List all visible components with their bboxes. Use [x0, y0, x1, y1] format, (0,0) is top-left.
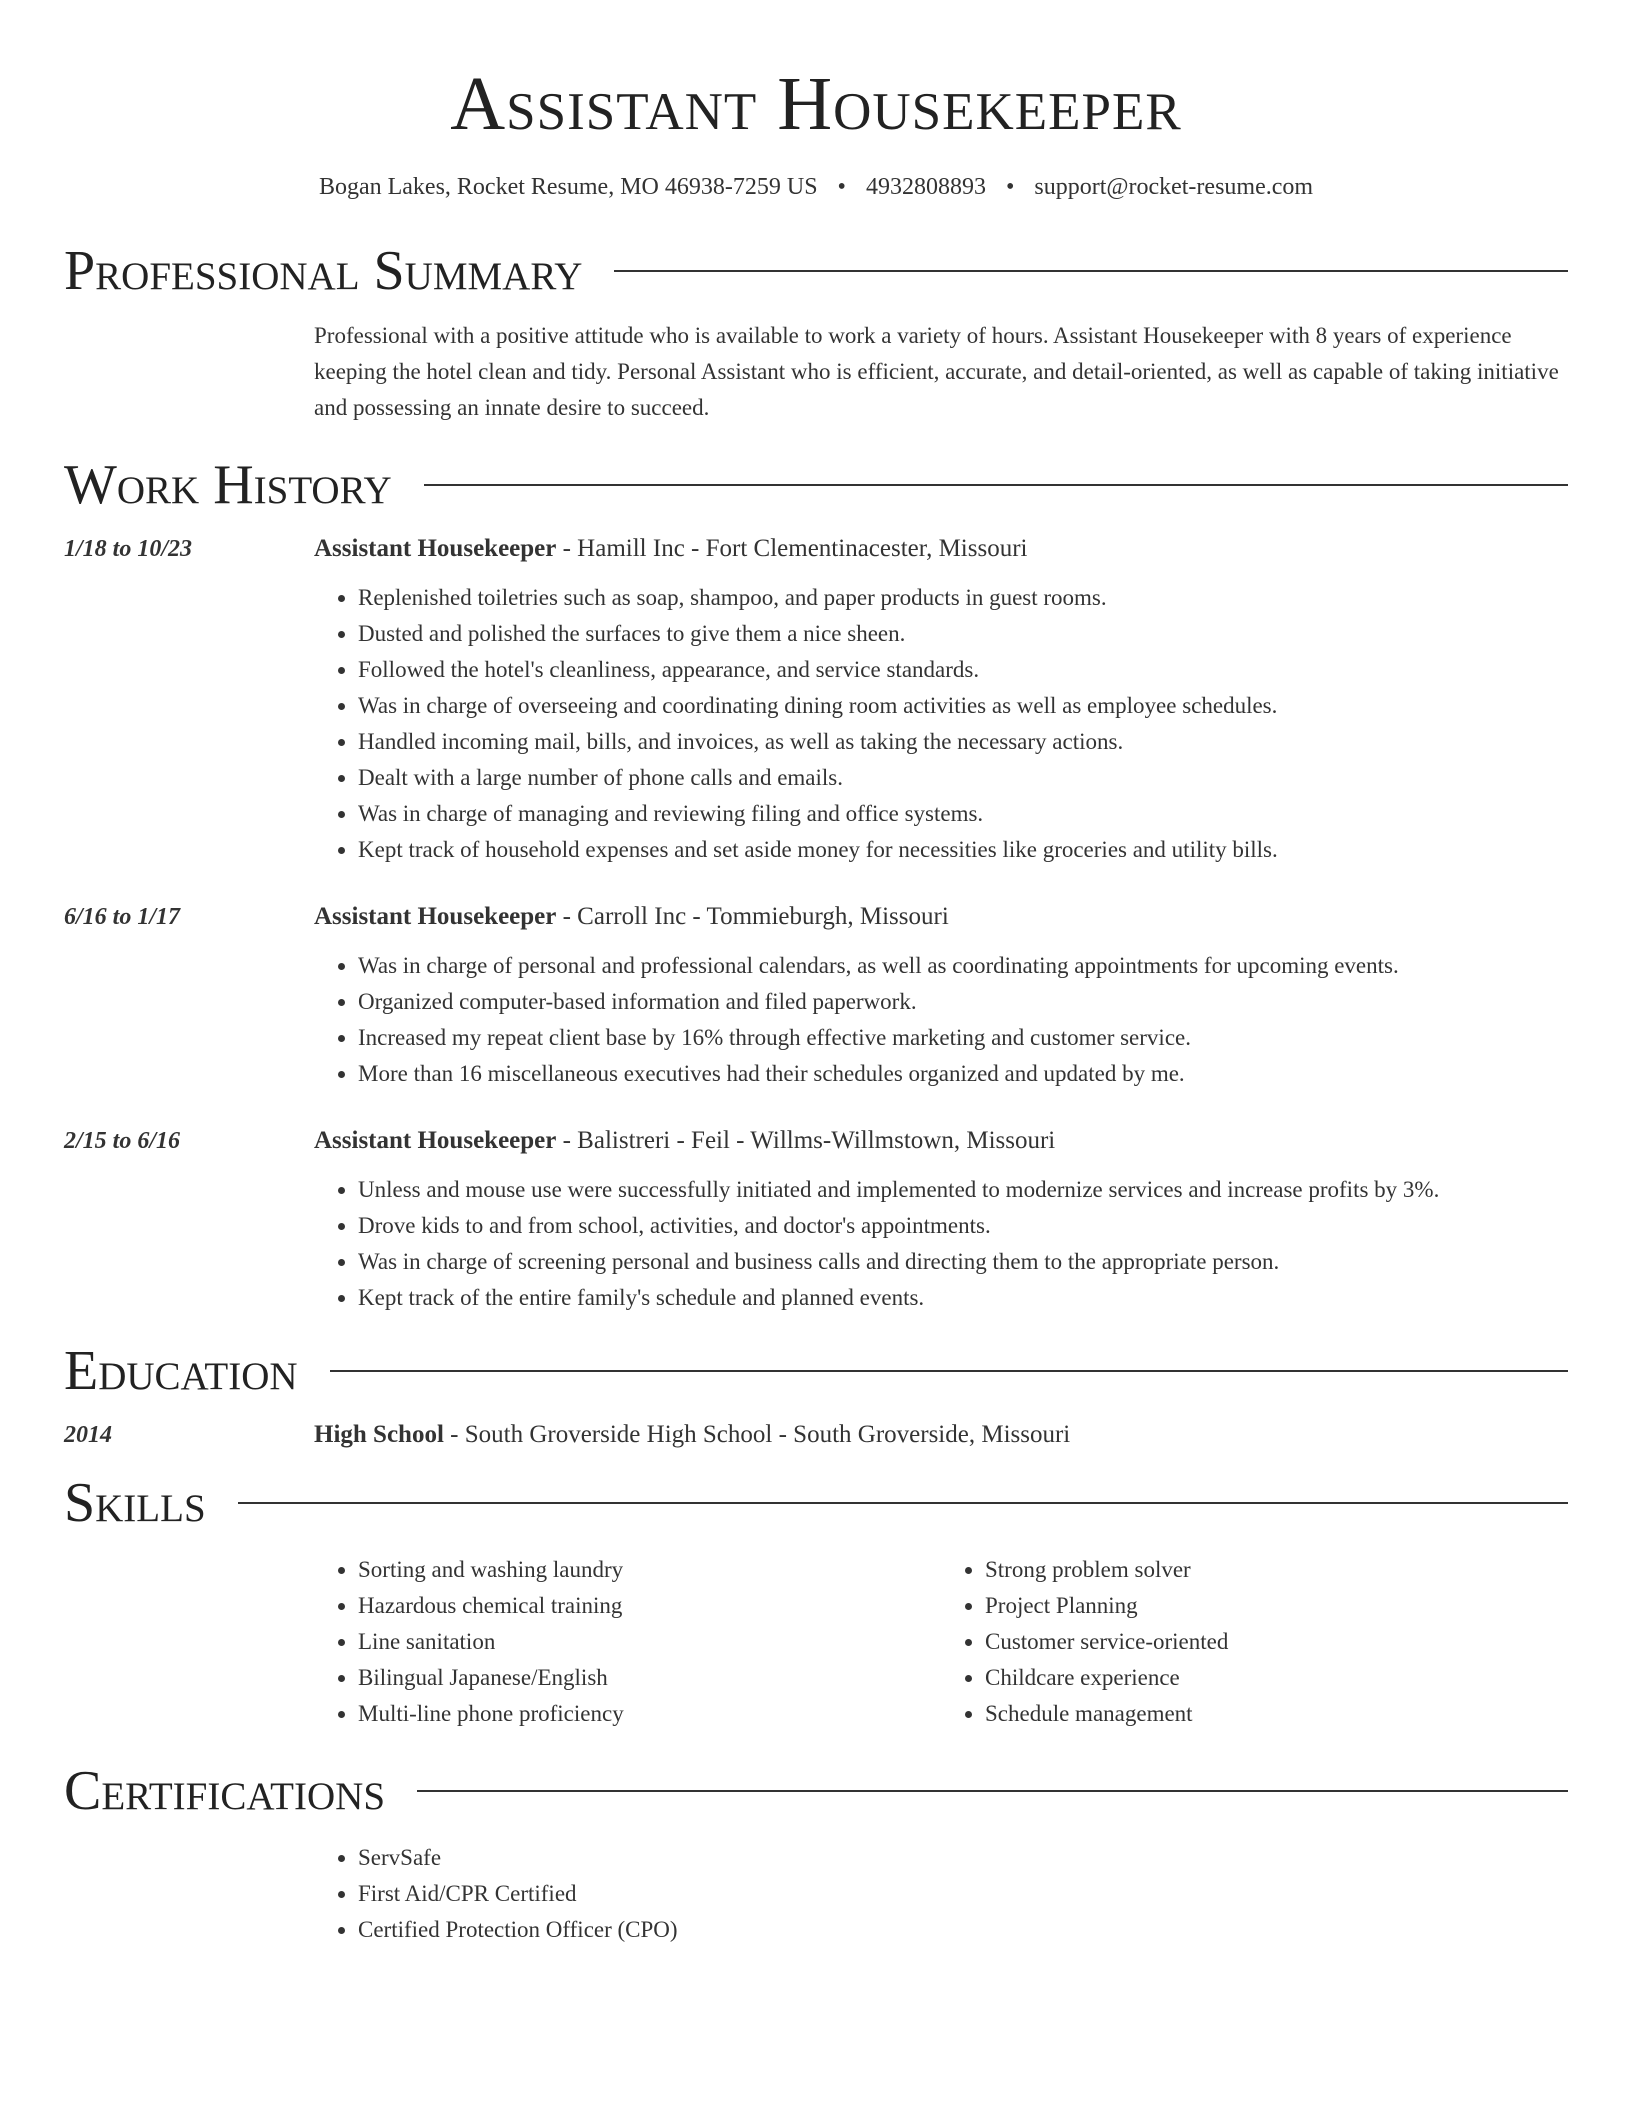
job-details: - Carroll Inc - Tommieburgh, Missouri — [556, 903, 949, 930]
skills-title: Skills — [64, 1472, 206, 1534]
job-entry — [64, 534, 1568, 868]
contact-address: Bogan Lakes, Rocket Resume, MO 46938-7259 US — [318, 174, 818, 200]
section-divider — [614, 270, 1568, 272]
skills-section-header — [64, 1470, 1568, 1536]
job-content — [314, 902, 1568, 1092]
job-bullet: • Was in charge of personal and professional calendars, as well as coordinating appointments for upcoming events. — [358, 948, 1568, 984]
job-bullet: • Handled incoming mail, bills, and invoices, as well as taking the necessary actions. — [358, 724, 1568, 760]
job-bullet: • Replenished toiletries such as soap, shampoo, and paper products in guest rooms. — [358, 580, 1568, 616]
job-bullet: • Drove kids to and from school, activities, and doctor's appointments. — [358, 1208, 1568, 1244]
job-dates: 1/18 to 10/23 — [64, 536, 193, 562]
certifications-title: Certifications — [64, 1760, 386, 1822]
section-divider — [417, 1790, 1568, 1792]
contact-separator: • — [1005, 174, 1015, 200]
skill-item: • Strong problem solver — [985, 1552, 1568, 1588]
contact-line — [64, 172, 1568, 202]
job-bullet: • Unless and mouse use were successfully initiated and implemented to modernize services and increase profits by 3%. — [358, 1172, 1568, 1208]
job-content — [314, 534, 1568, 868]
skill-item: • Project Planning — [985, 1588, 1568, 1624]
job-title-line — [314, 902, 1568, 932]
job-bullet: • Kept track of household expenses and set aside money for necessities like groceries and utility bills. — [358, 832, 1568, 868]
job-entry — [64, 1126, 1568, 1316]
skill-item: • Multi-line phone proficiency — [358, 1696, 941, 1732]
contact-phone: 4932808893 — [865, 174, 986, 200]
job-title-line — [314, 534, 1568, 564]
job-bullet: • Dusted and polished the surfaces to give them a nice sheen. — [358, 616, 1568, 652]
job-bullet: • Increased my repeat client base by 16% through effective marketing and customer service. — [358, 1020, 1568, 1056]
job-role: Assistant Housekeeper — [314, 535, 557, 562]
certification-item: • Certified Protection Officer (CPO) — [358, 1912, 1568, 1948]
contact-separator: • — [837, 174, 846, 200]
job-title-line — [314, 1126, 1568, 1156]
section-divider — [330, 1370, 1568, 1372]
job-role: Assistant Housekeeper — [314, 903, 557, 930]
job-bullet: • Followed the hotel's cleanliness, appearance, and service standards. — [358, 652, 1568, 688]
job-bullet: • Was in charge of overseeing and coordinating dining room activities as well as employee schedules. — [358, 688, 1568, 724]
education-entry — [64, 1420, 1568, 1450]
education-degree: High School — [314, 1421, 444, 1448]
summary-section-header — [64, 238, 1568, 304]
job-content — [314, 1126, 1568, 1316]
work-history-title: Work History — [64, 454, 392, 516]
certifications-section-header — [64, 1758, 1568, 1824]
resume-name: Assistant Housekeeper — [450, 62, 1182, 146]
section-divider — [238, 1502, 1568, 1504]
education-year: 2014 — [64, 1422, 112, 1448]
job-bullet: • Dealt with a large number of phone calls and emails. — [358, 760, 1568, 796]
education-details: - South Groverside High School - South Groverside, Missouri — [443, 1421, 1071, 1448]
job-bullet: • More than 16 miscellaneous executives had their schedules organized and updated by me. — [358, 1056, 1568, 1092]
education-title: Education — [64, 1340, 298, 1402]
job-dates: 6/16 to 1/17 — [64, 904, 181, 930]
education-content — [314, 1420, 1568, 1450]
skill-item: • Line sanitation — [358, 1624, 941, 1660]
skill-item: • Customer service-oriented — [985, 1624, 1568, 1660]
skills-list-right — [941, 1552, 1568, 1732]
job-details: - Hamill Inc - Fort Clementinacester, Missouri — [556, 535, 1028, 562]
skill-item: • Bilingual Japanese/English — [358, 1660, 941, 1696]
job-bullets — [314, 1172, 1568, 1316]
job-bullet: • Was in charge of managing and reviewing filing and office systems. — [358, 796, 1568, 832]
job-role: Assistant Housekeeper — [314, 1127, 557, 1154]
section-divider — [424, 484, 1568, 486]
job-bullet: • Was in charge of screening personal and business calls and directing them to the appropriate person. — [358, 1244, 1568, 1280]
job-entry — [64, 902, 1568, 1092]
certifications-content — [314, 1840, 1568, 1948]
skill-item: • Childcare experience — [985, 1660, 1568, 1696]
certification-item: • ServSafe — [358, 1840, 1568, 1876]
skill-item: • Hazardous chemical training — [358, 1588, 941, 1624]
skill-item: • Schedule management — [985, 1696, 1568, 1732]
certification-item: • First Aid/CPR Certified — [358, 1876, 1568, 1912]
job-bullet: • Organized computer-based information and filed paperwork. — [358, 984, 1568, 1020]
job-bullet: • Kept track of the entire family's schedule and planned events. — [358, 1280, 1568, 1316]
job-dates: 2/15 to 6/16 — [64, 1128, 181, 1154]
work-section-header — [64, 452, 1568, 518]
education-section-header — [64, 1338, 1568, 1404]
skill-item: • Sorting and washing laundry — [358, 1552, 941, 1588]
job-bullets — [314, 580, 1568, 868]
job-bullets — [314, 948, 1568, 1092]
education-line — [314, 1420, 1568, 1450]
summary-title: Professional Summary — [64, 240, 583, 302]
summary-text: Professional with a positive attitude who is available to work a variety of hours. Assistant Housekeeper with 8 years of experience keeping the hotel clean and tidy. Personal Assistant who is efficient, accurate, and detail-oriented, as well as capable of taking initiative and possessing an innate desire to succeed. — [314, 323, 1559, 420]
skills-list-left — [314, 1552, 941, 1732]
contact-email: support@rocket-resume.com — [1034, 174, 1314, 200]
skills-grid — [314, 1552, 1568, 1732]
certifications-list — [314, 1840, 1568, 1948]
job-details: - Balistreri - Feil - Willms-Willmstown, Missouri — [556, 1127, 1056, 1154]
